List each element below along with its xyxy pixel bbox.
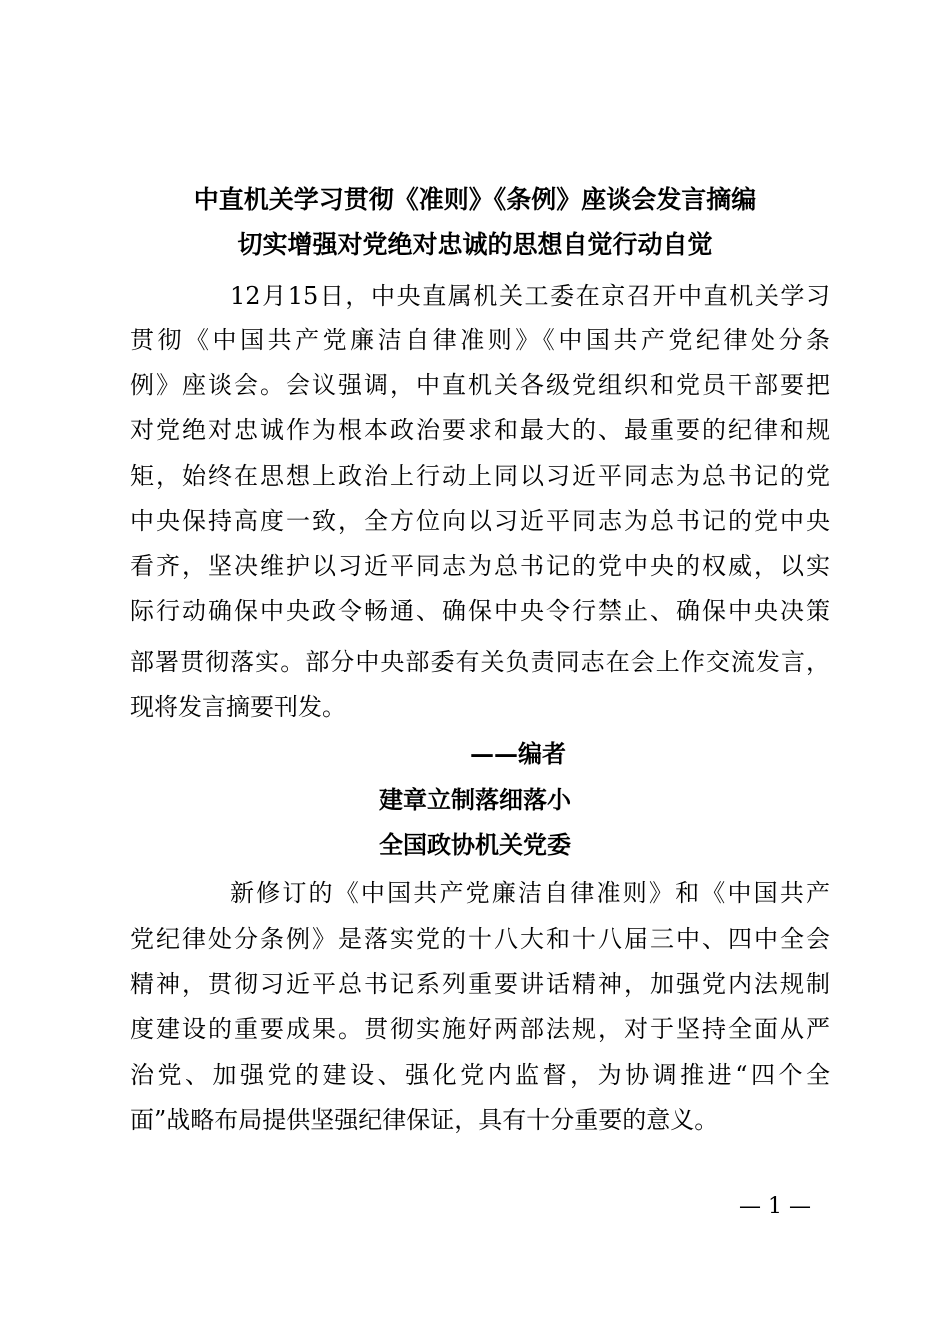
paragraph-line: 精神，贯彻习近平总书记系列重要讲话精神，加强党内法规制 [130,970,830,998]
paragraph-line: 例》座谈会。会议强调，中直机关各级党组织和党员干部要把 [130,371,830,399]
paragraph-line: 矩，始终在思想上政治上行动上同以习近平同志为总书记的党 [130,462,830,490]
paragraph-line: 中央保持高度一致，全方位向以习近平同志为总书记的党中央 [130,507,830,535]
paragraph-line: 治党、加强党的建设、强化党内监督，为协调推进“四个全 [130,1061,830,1089]
paragraph-line: 度建设的重要成果。贯彻实施好两部法规，对于坚持全面从严 [130,1015,830,1043]
paragraph-line: 际行动确保中央政令畅通、确保中央令行禁止、确保中央决策 [130,597,830,625]
paragraph-line: 对党绝对忠诚作为根本政治要求和最大的、最重要的纪律和规 [130,416,830,444]
page-number: — 1 — [739,1194,811,1219]
section-title: 建章立制落细落小 [379,785,571,814]
paragraph-line: 现将发言摘要刊发。 [130,693,346,721]
paragraph-line: 党纪律处分条例》是落实党的十八大和十八届三中、四中全会 [130,925,830,953]
document-subtitle: 切实增强对党绝对忠诚的思想自觉行动自觉 [237,230,713,259]
paragraph-line: 部署贯彻落实。部分中央部委有关负责同志在会上作交流发言， [130,648,830,676]
paragraph-line: 看齐，坚决维护以习近平同志为总书记的党中央的权威，以实 [130,552,830,580]
paragraph-line: 贯彻《中国共产党廉洁自律准则》《中国共产党纪律处分条 [130,326,830,354]
paragraph-line: 新修订的《中国共产党廉洁自律准则》和《中国共产 [230,879,830,907]
document-title: 中直机关学习贯彻《准则》《条例》座谈会发言摘编 [193,185,757,214]
section-author: 全国政协机关党委 [379,830,571,859]
paragraph-line: 12月15日，中央直属机关工委在京召开中直机关学习 [230,282,830,310]
paragraph-line: 面”战略布局提供坚强纪律保证，具有十分重要的意义。 [130,1106,719,1134]
editor-note: ——编者 [470,739,566,768]
